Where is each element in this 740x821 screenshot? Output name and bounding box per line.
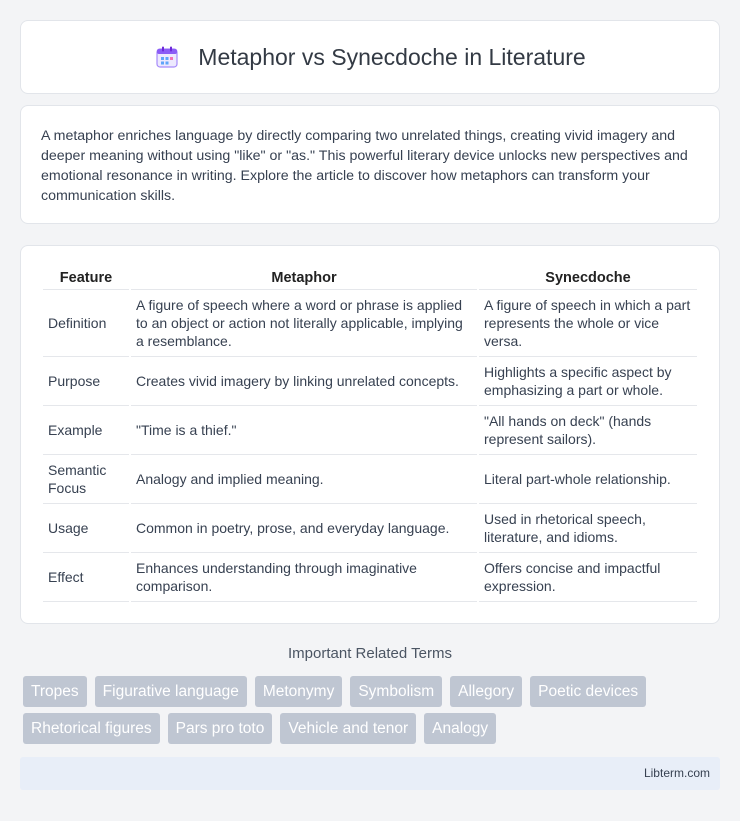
tag-pars-pro-toto[interactable]: Pars pro toto (168, 713, 273, 744)
calendar-icon (154, 44, 180, 70)
tag-rhetorical-figures[interactable]: Rhetorical figures (23, 713, 160, 744)
synecdoche-cell: "All hands on deck" (hands represent sailors). (479, 406, 697, 455)
synecdoche-cell: Highlights a specific aspect by emphasizing a part or whole. (479, 357, 697, 406)
synecdoche-cell: A figure of speech in which a part represents the whole or vice versa. (479, 290, 697, 357)
feature-cell: Usage (43, 504, 129, 553)
metaphor-cell: Enhances understanding through imaginative comparison. (131, 553, 477, 602)
column-header-feature: Feature (43, 268, 129, 290)
synecdoche-cell: Used in rhetorical speech, literature, and idioms. (479, 504, 697, 553)
tag-figurative-language[interactable]: Figurative language (95, 676, 247, 707)
metaphor-cell: Common in poetry, prose, and everyday language. (131, 504, 477, 553)
tag-poetic-devices[interactable]: Poetic devices (530, 676, 646, 707)
metaphor-cell: "Time is a thief." (131, 406, 477, 455)
footer-site-link[interactable]: Libterm.com (643, 766, 710, 780)
tag-allegory[interactable]: Allegory (450, 676, 522, 707)
table-row (43, 290, 697, 357)
table-row (43, 357, 697, 406)
intro-text: A metaphor enriches language by directly comparing two unrelated things, creating vivid imagery and deeper meaning without using "like" or "as." This powerful literary device unlocks new perspectives and emotional resonance in writing. Explore the article to discover how metaphors can transform your communication skills. (41, 128, 688, 204)
header-card (20, 20, 720, 94)
tag-metonymy[interactable]: Metonymy (255, 676, 343, 707)
table-row (43, 455, 697, 504)
feature-cell: Purpose (43, 357, 129, 406)
intro-card (20, 105, 720, 224)
related-terms-tags (23, 676, 713, 750)
page-title: Metaphor vs Synecdoche in Literature (198, 43, 586, 70)
synecdoche-cell: Offers concise and impactful expression. (479, 553, 697, 602)
synecdoche-cell: Literal part-whole relationship. (479, 455, 697, 504)
footer (20, 757, 720, 790)
feature-cell: Definition (43, 290, 129, 357)
table-row (43, 504, 697, 553)
tag-symbolism[interactable]: Symbolism (350, 676, 442, 707)
comparison-table-card (20, 245, 720, 624)
table-row (43, 553, 697, 602)
tag-tropes[interactable]: Tropes (23, 676, 87, 707)
table-row (43, 406, 697, 455)
metaphor-cell: Analogy and implied meaning. (131, 455, 477, 504)
comparison-table (41, 268, 699, 602)
column-header-synecdoche: Synecdoche (479, 268, 697, 290)
metaphor-cell: A figure of speech where a word or phrase is applied to an object or action not literally applicable, implying a resemblance. (131, 290, 477, 357)
feature-cell: Effect (43, 553, 129, 602)
related-terms-title: Important Related Terms (288, 645, 452, 662)
column-header-metaphor: Metaphor (131, 268, 477, 290)
metaphor-cell: Creates vivid imagery by linking unrelated concepts. (131, 357, 477, 406)
feature-cell: Semantic Focus (43, 455, 129, 504)
tag-vehicle-and-tenor[interactable]: Vehicle and tenor (280, 713, 416, 744)
tag-analogy[interactable]: Analogy (424, 713, 496, 744)
feature-cell: Example (43, 406, 129, 455)
